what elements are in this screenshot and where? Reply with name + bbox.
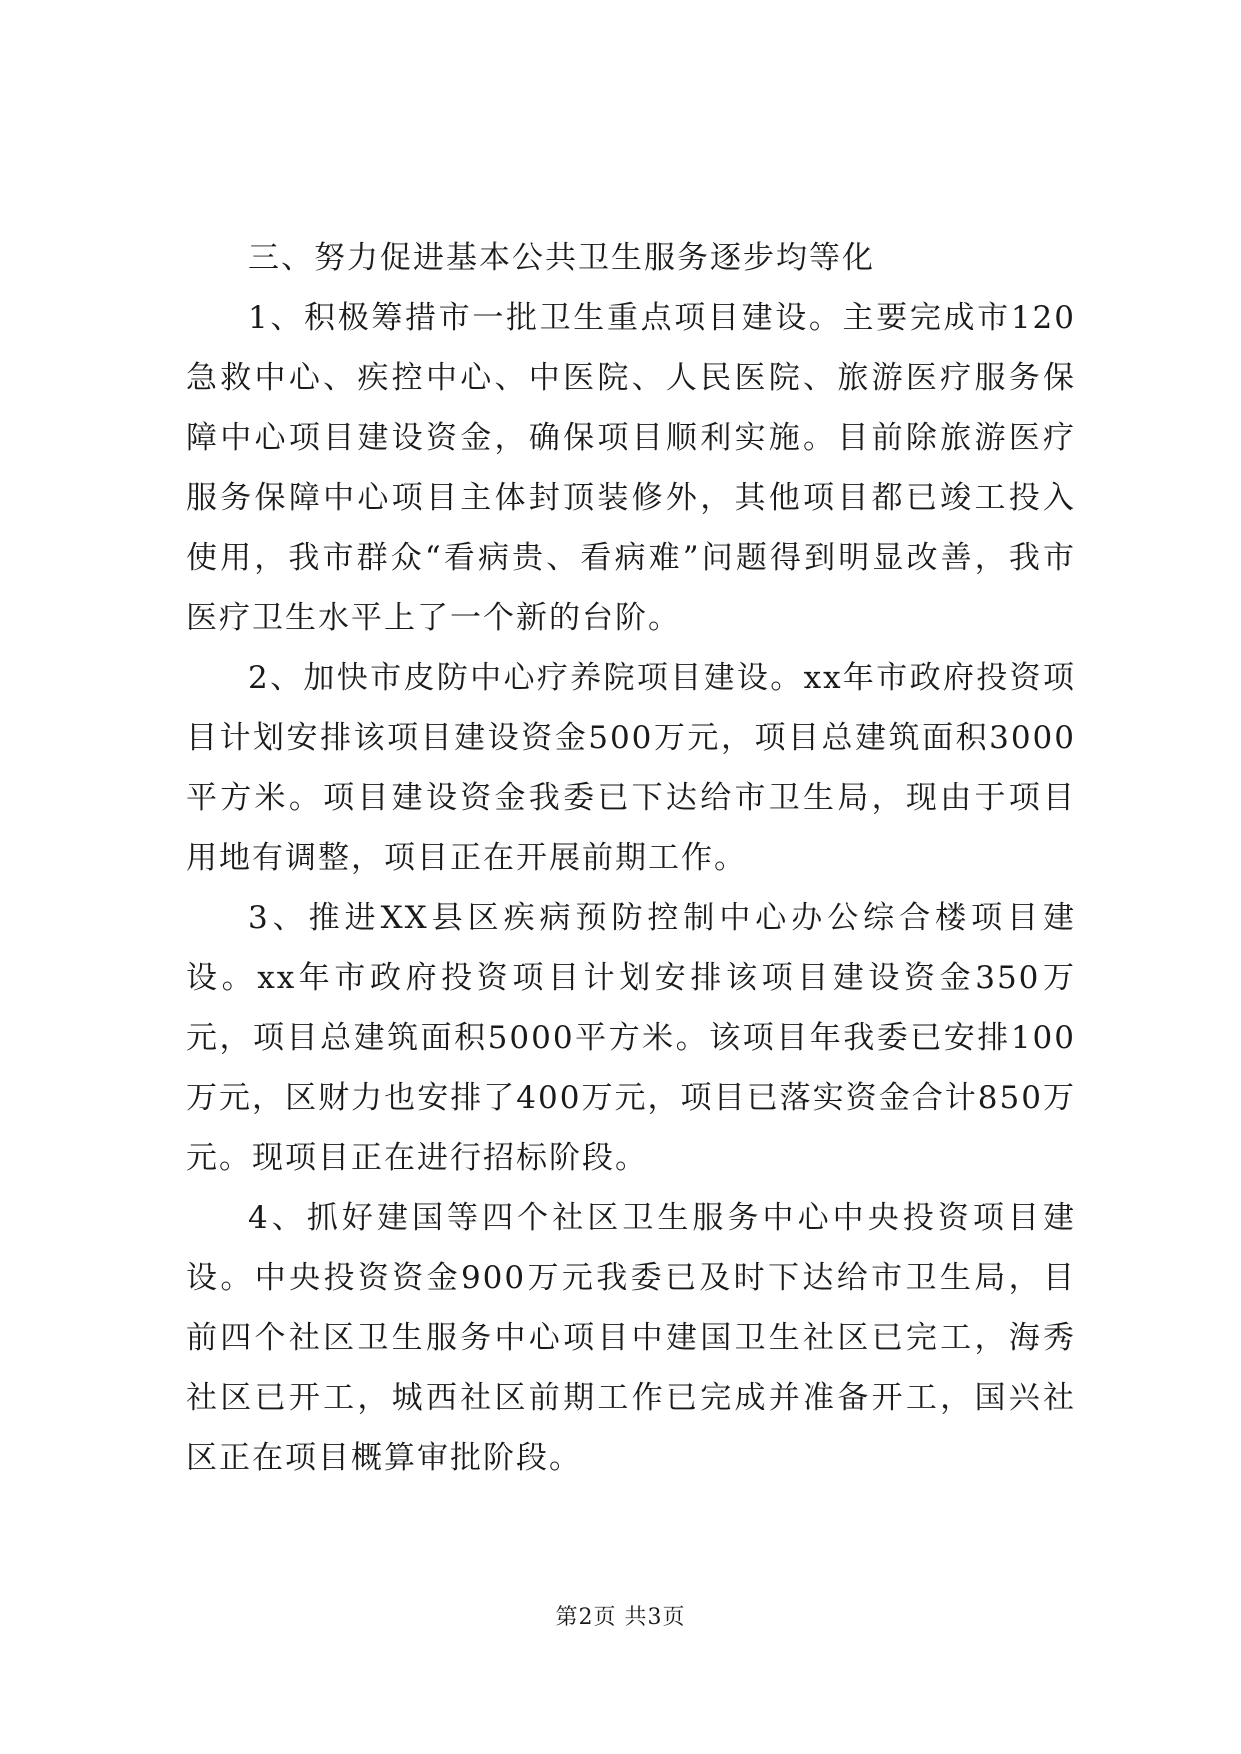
paragraph-2: 2、加快市皮防中心疗养院项目建设。xx年市政府投资项目计划安排该项目建设资金500万元，项目总建筑面积3000平方米。项目建设资金我委已下达给市卫生局，现由于项目用地有调整，项目正在开展前期工作。 <box>186 660 1076 876</box>
section-heading: 三、努力促进基本公共卫生服务逐步均等化 <box>248 240 875 276</box>
paragraph-4: 4、抓好建国等四个社区卫生服务中心中央投资项目建设。中央投资资金900万元我委已及时下达给市卫生局，目前四个社区卫生服务中心项目中建国卫生社区已完工，海秀社区已开工，城西社区前期工作已完成并准备开工，国兴社区正在项目概算审批阶段。 <box>186 1200 1076 1476</box>
paragraph-1: 1、积极筹措市一批卫生重点项目建设。主要完成市120急救中心、疾控中心、中医院、人民医院、旅游医疗服务保障中心项目建设资金，确保项目顺利实施。目前除旅游医疗服务保障中心项目主体封顶装修外，其他项目都已竣工投入使用，我市群众“看病贵、看病难”问题得到明显改善，我市医疗卫生水平上了一个新的台阶。 <box>186 300 1076 636</box>
document-body <box>186 228 1076 1488</box>
page-number-footer: 第2页 共3页 <box>555 1605 686 1630</box>
paragraph-3: 3、推进XX县区疾病预防控制中心办公综合楼项目建设。xx年市政府投资项目计划安排该项目建设资金350万元，项目总建筑面积5000平方米。该项目年我委已安排100万元，区财力也安排了400万元，项目已落实资金合计850万元。现项目正在进行招标阶段。 <box>186 900 1076 1176</box>
